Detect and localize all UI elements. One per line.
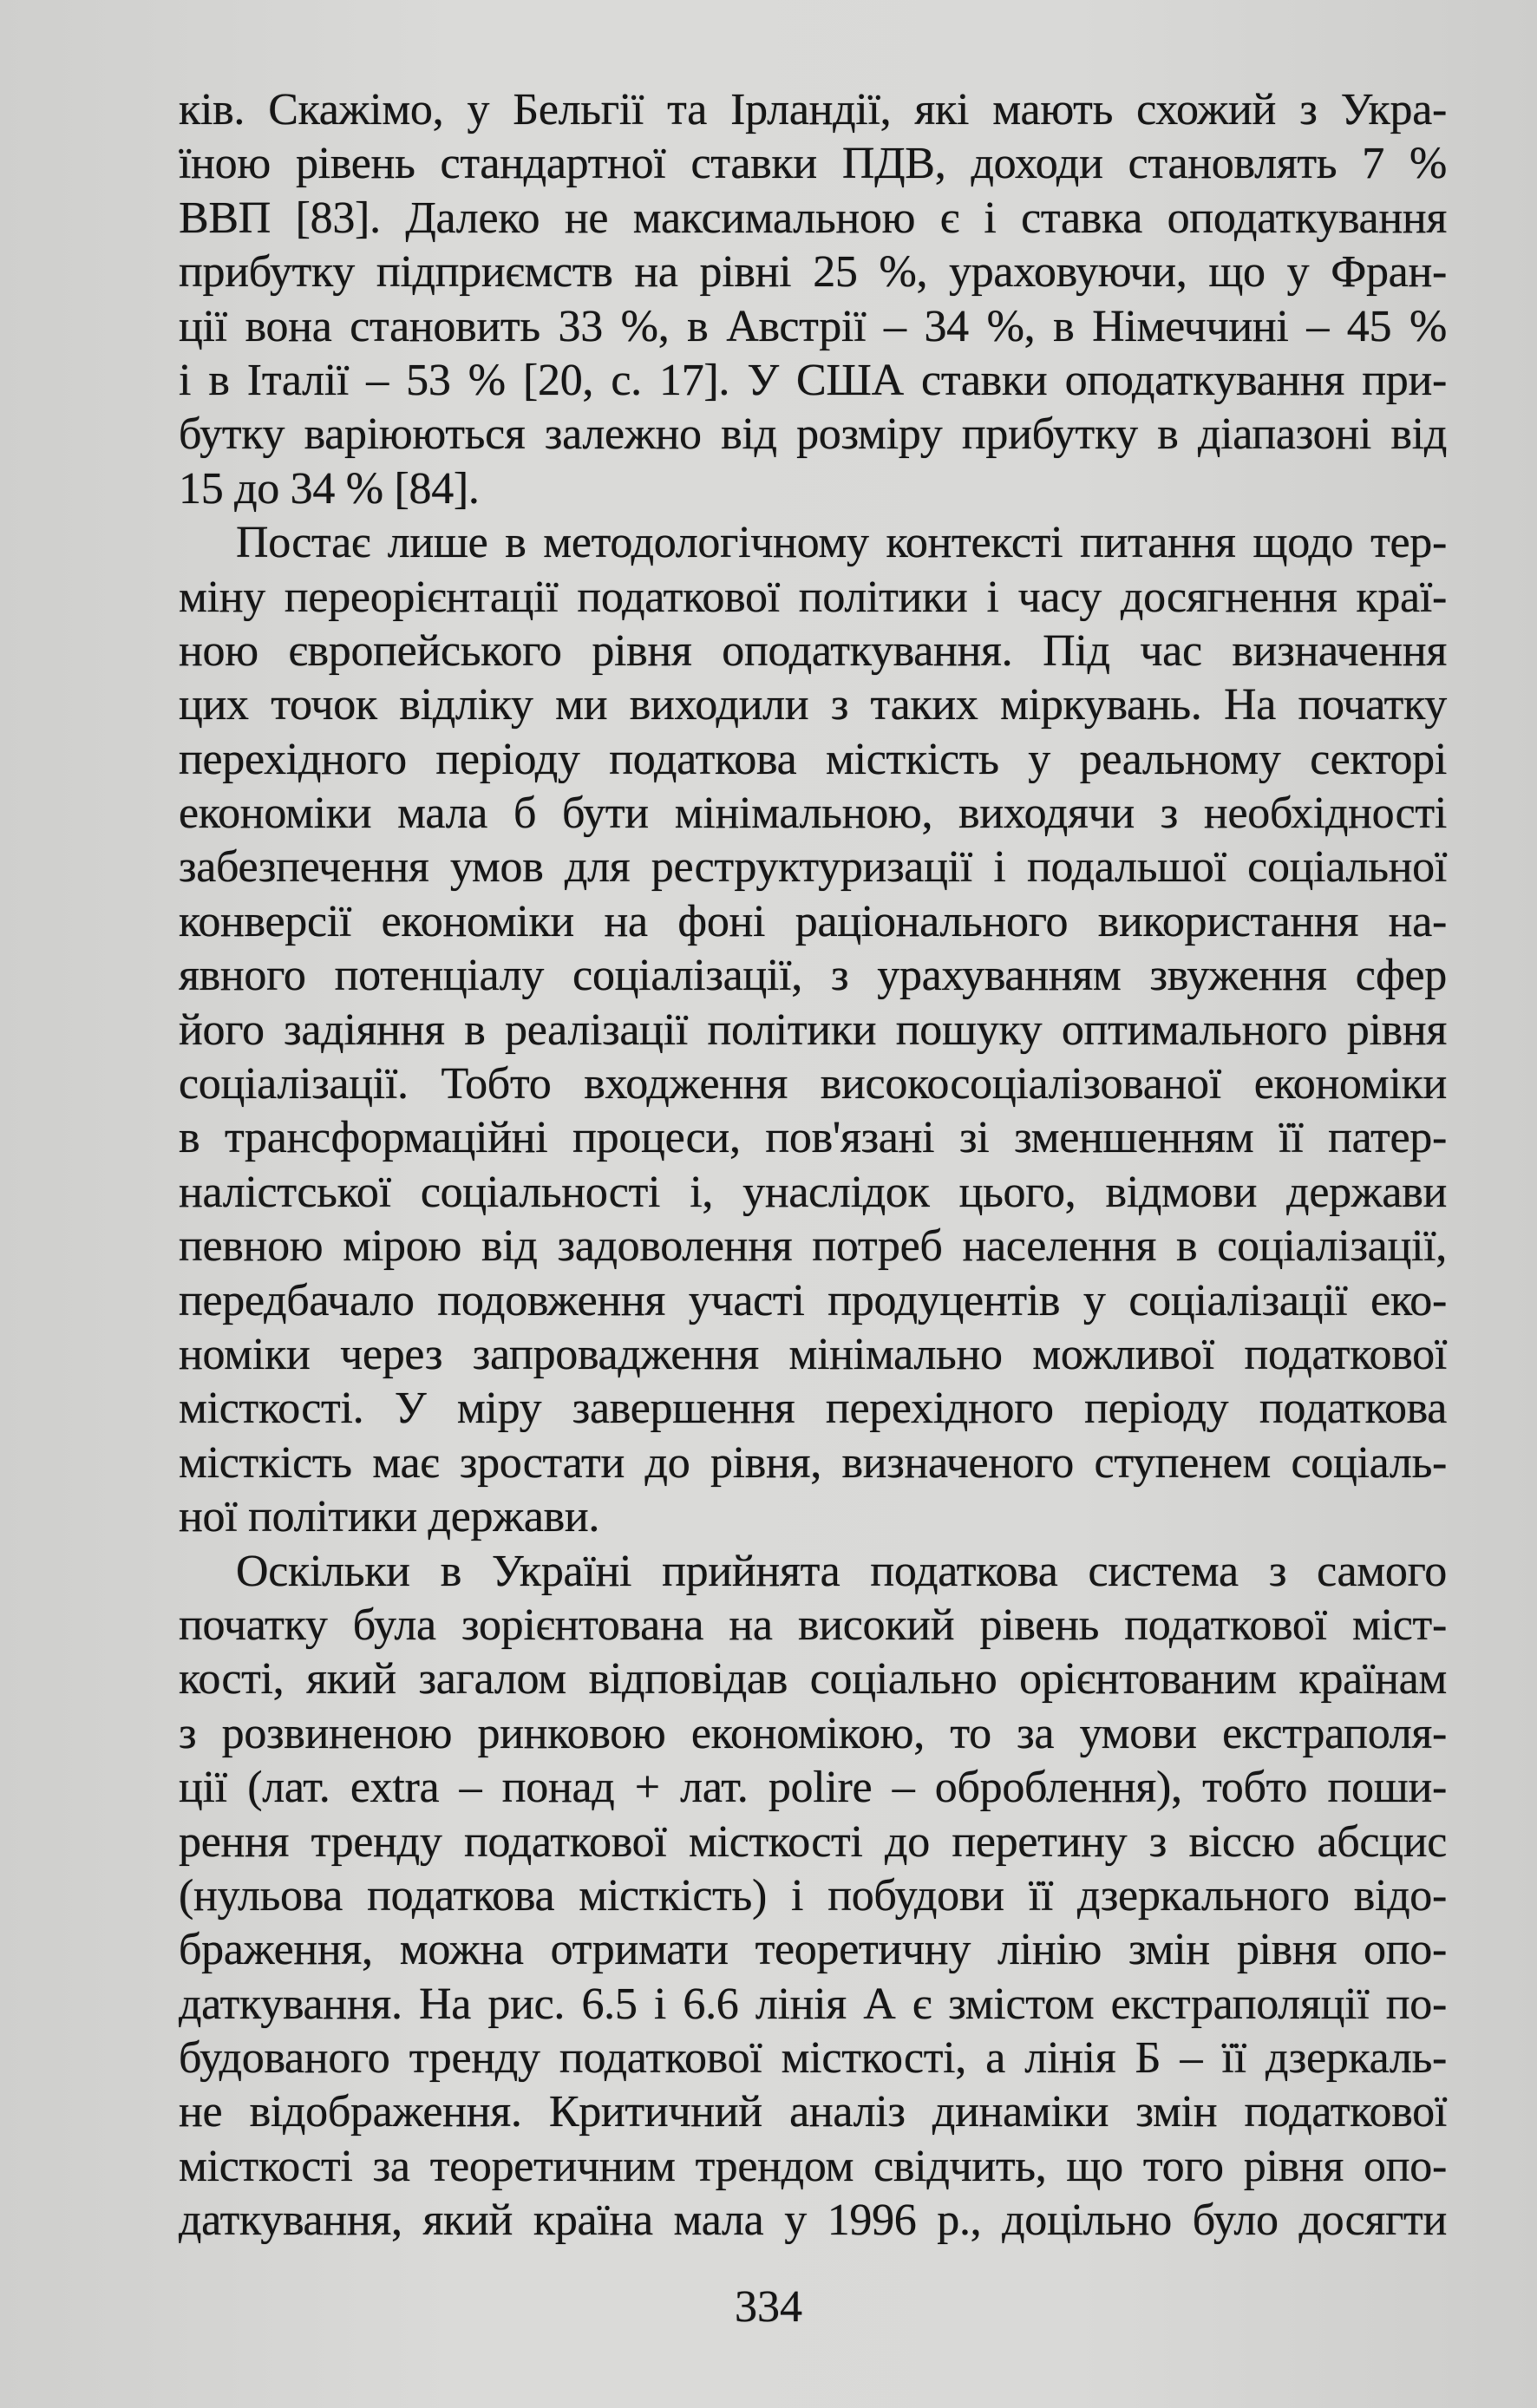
text-line: не відображення. Критичний аналіз динаміки змін податкової [179,2087,1447,2137]
text-line: браження, можна отримати теоретичну лінію змін рівня опо- [179,1925,1447,1975]
text-line: цих точок відліку ми виходили з таких міркувань. На початку [179,680,1447,730]
text-line: ної політики держави. [179,1492,600,1542]
text-line: ції (лат. extra – понад + лат. polire – оброблення), тобто поши- [179,1763,1447,1813]
text-line: 15 до 34 % [84]. [179,463,480,514]
page-number: 334 [735,2282,802,2332]
text-line: бутку варіюються залежно від розміру прибутку в діапазоні від [179,409,1447,460]
text-line: його задіяння в реалізації політики пошуку оптимального рівня [179,1004,1447,1055]
text-line: ків. Скажімо, у Бельгії та Ірландії, які мають схожий з Укра- [179,85,1447,134]
text-line: забезпечення умов для реструктуризації і подальшої соціальної [179,842,1447,893]
text-line: кості, який загалом відповідав соціально орієнтованим країнам [179,1654,1447,1705]
text-line: місткості за теоретичним трендом свідчить, що того рівня опо- [179,2141,1447,2191]
text-line: (нульова податкова місткість) і побудови її дзеркального відо- [179,1870,1447,1921]
text-line: і в Італії – 53 % [20, с. 17]. У США ставки оподаткування при- [179,355,1447,405]
text-line: даткування. На рис. 6.5 і 6.6 лінія А є змістом екстраполяції по- [179,1979,1447,2029]
text-line: номіки через запровадження мінімально можливої податкової [179,1329,1447,1379]
text-line: їною рівень стандартної ставки ПДВ, доходи становлять 7 % [179,139,1447,189]
text-line: конверсії економіки на фоні раціонального використання на- [179,896,1447,946]
text-line: будованого тренду податкової місткості, а лінія Б – її дзеркаль- [179,2033,1447,2084]
text-line: соціалізації. Тобто входження високосоціалізованої економіки [179,1059,1447,1109]
text-line: місткості. У міру завершення перехідного періоду податкова [179,1384,1447,1434]
text-line: перехідного періоду податкова місткість у реальному секторі [179,734,1447,784]
text-line: рення тренду податкової місткості до перетину з віссю абсцис [179,1816,1447,1867]
text-line: ВВП [83]. Далеко не максимальною є і ставка оподаткування [179,193,1447,243]
page-body [179,83,1447,2248]
text-line: налістської соціальності і, унаслідок цього, відмови держави [179,1167,1447,1217]
text-line: в трансформаційні процеси, пов'язані зі зменшенням її патер- [179,1113,1447,1163]
text-line: Оскільки в Україні прийнята податкова система з самого [236,1546,1447,1596]
text-line: Постає лише в методологічному контексті питання щодо тер- [236,518,1447,568]
text-line: даткування, який країна мала у 1996 р., доцільно було досягти [179,2195,1447,2246]
text-line: явного потенціалу соціалізації, з урахуванням звуження сфер [179,951,1447,1001]
paragraph [179,83,1447,516]
paragraph [179,516,1447,1544]
text-line: певною мірою від задоволення потреб населення в соціалізації, [179,1221,1447,1272]
text-line: місткість має зростати до рівня, визначеного ступенем соціаль- [179,1437,1447,1488]
text-line: прибутку підприємств на рівні 25 %, ураховуючи, що у Фран- [179,247,1447,298]
text-line: ною європейського рівня оподаткування. Під час визначення [179,625,1447,676]
paragraph [179,1545,1447,2248]
text-line: ції вона становить 33 %, в Австрії – 34 %, в Німеччині – 45 % [179,301,1447,351]
text-line: економіки мала б бути мінімальною, виходячи з необхідності [179,788,1447,839]
text-line: міну переорієнтації податкової політики і часу досягнення краї- [179,572,1447,622]
text-line: початку була зорієнтована на високий рівень податкової міст- [179,1600,1447,1650]
text-line: передбачало подовження участі продуцентів у соціалізації еко- [179,1275,1447,1325]
text-line: з розвиненою ринковою економікою, то за умови екстраполя- [179,1708,1447,1758]
